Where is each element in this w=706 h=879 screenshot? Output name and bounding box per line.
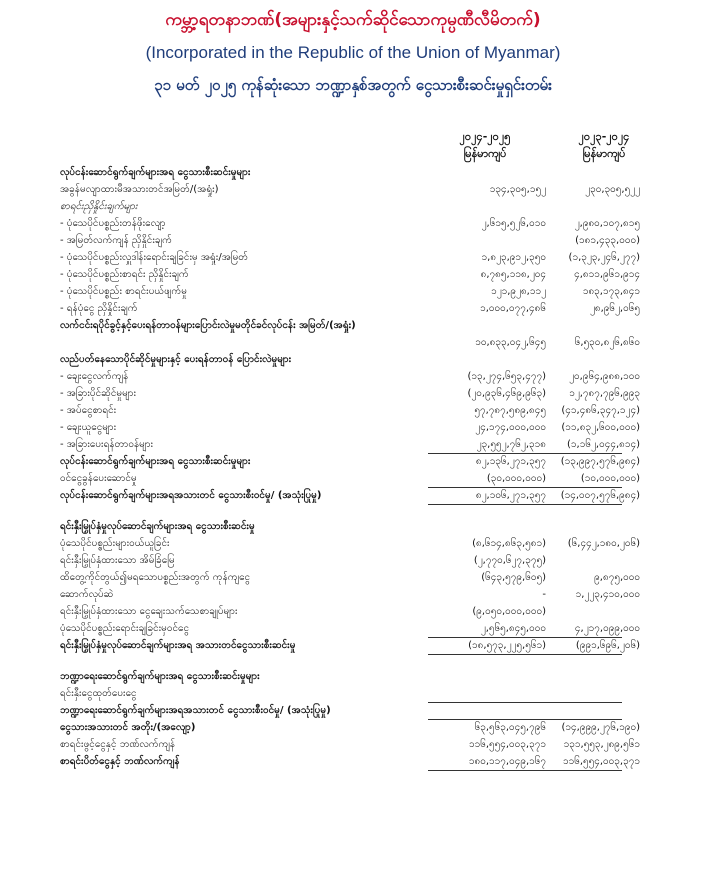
total-rule [428,504,528,505]
row-label: စာရင်းညှိနှိုင်းချက်များ [60,201,138,212]
total-rule [428,702,528,703]
row-value-current: ၂,၅၆၅,၈၄၅,၀၀၀ [480,623,546,634]
table-row [60,637,640,654]
incorporation-note: (Incorporated in the Republic of the Union of Myanmar) [145,43,561,62]
row-label: - အခြားပိုင်ဆိုင်မှုများ [60,388,137,399]
row-value-current: ၁,၈၂၃,၉၁၂,၃၅၀ [481,252,546,263]
row-value-prior: (၁၈၁,၄၃၃,၀၀၀) [575,235,640,246]
row-value-current: (၃၀,၀၀၀,၀၀၀) [486,473,546,484]
row-value-current: ၁၁၆,၅၅၄,၀၀၃,၃၇၁ [468,739,546,750]
row-value-prior: (၆,၄၄၂,၁၈၀,၂၀၆) [567,538,640,549]
column-year: ၂၀၂၄-၂၀၂၅ [459,130,511,143]
statement-title: ၃၁ မတ် ၂၀၂၅ ကုန်ဆုံးသော ဘဏ္ဍာနှစ်အတွက် ငွေသားစီးဆင်းမှုရှင်းတမ်း [154,76,552,94]
row-value-current: ၁၀,၈၃၃,၀၄၂,၆၄၅ [475,337,546,348]
row-value-prior: (၁,၁၆၂,၀၄၄,၈၁၄) [567,439,640,450]
table-row [60,736,640,753]
table-row [60,215,640,232]
table-row [60,586,640,603]
row-value-current: ၈၂,၁၃၆,၂၇၁,၃၅၇ [475,456,546,467]
row-value-current: ၂၄,၁၇၄,၀၀၀,၀၀၀ [475,422,546,433]
row-label: - ပုံသေပိုင်ပစ္စည်း စာရင်းပယ်ဖျက်မှု [60,286,187,297]
row-value-prior: ၁၈၃,၁၇၃,၈၄၁ [582,286,640,297]
total-rule [428,453,528,454]
table-row [60,385,640,402]
table-row [60,317,640,351]
table-row [60,164,640,181]
table-row [60,198,640,215]
row-value-current: (၈,၆၁၄,၈၆၃,၅၈၁) [472,538,546,549]
row-label: ရင်းနှီးမြှုပ်နှံမှုလုပ်ဆောင်ချက်များအရ ငွေသားစီးဆင်းမှု [60,521,255,532]
row-label: ဘဏ္ဍာရေးဆောင်ရွက်ချက်များအရအသားတင် ငွေသားစီးဝင်မှု/ (အသုံးပြုမှု) [60,705,331,716]
row-value-prior: ၆,၅၃၀,၈၂၆,၈၆၀ [574,337,640,348]
total-rule [428,487,528,488]
row-label: လည်ပတ်နေသောပိုင်ဆိုင်မှုများနှင့် ပေးရန်တာဝန် ပြောင်းလဲမှုများ [60,354,292,365]
table-row [60,552,640,569]
row-label: ရင်းနှီးမြှုပ်နှံမှုလုပ်ဆောင်ချက်များအရ အသားတင်ငွေသားစီးဆင်းမှု [60,640,296,651]
total-rule [522,487,622,488]
total-rule [522,702,622,703]
table-row [60,668,640,685]
table-row [60,620,640,637]
total-rule [522,719,622,720]
row-label: - အမြတ်လက်ကျန် ညှိနှိုင်းချက် [60,235,172,246]
row-value-current: ၅၇,၇၈၇,၅၈၉,၈၄၅ [474,405,546,416]
row-value-current: ၂,၆၁၅,၅၂၆,၀၁၀ [481,218,546,229]
row-value-current: ၂၃,၅၅၂,၇၆၂,၃၁၈ [476,439,546,450]
company-name: ကမ္ဘာ့ရတနာဘဏ်(အများနှင့်သက်ဆိုင်သောကုမ္ပဏီလီမိတက်) [165,10,541,30]
total-rule [428,719,528,720]
row-value-prior: (၁၄,၉၉၉,၂၇၆,၁၉၀) [561,722,640,733]
row-label: စာရင်းပိတ်ငွေနှင့် ဘဏ်လက်ကျန် [60,756,180,767]
row-label: ရင်းနှီးမြှုပ်နှံထားသော ငွေချေးသက်သေစာချုပ်များ [60,606,238,617]
table-row [60,351,640,368]
table-row [60,753,640,770]
row-value-current: - [542,589,546,600]
table-row [60,300,640,317]
row-label: ဆောက်လုပ်ဆဲ [60,589,114,600]
table-row [60,569,640,586]
total-rule [522,637,622,638]
row-value-prior: ၁,၂၂၃,၄၁၀,၀၀၀ [575,589,640,600]
table-row [60,487,640,504]
row-label: - ရန်ပုံငွေ ညှိနှိုင်းချက် [60,303,138,314]
row-value-current: ၈,၇၈၅,၁၁၈,၂၀၄ [480,269,546,280]
row-value-prior: ၄,၂၁၇,၀၉၉,၀၀၀ [574,623,640,634]
table-row [60,685,640,702]
table-row [60,702,640,719]
column-year: ၂၀၂၃-၂၀၂၄ [578,130,630,143]
row-label: ငွေသားအသားတင် အတိုး/(အလျော့) [60,722,196,733]
row-value-prior: ၄,၈၁၁,၉၆၁,၉၁၄ [574,269,640,280]
row-value-prior: ၂၀,၉၆၄,၉၈၈,၁၀၀ [569,371,640,382]
row-value-prior: ၁၃၁,၅၅၃,၂၈၉,၅၆၁ [563,739,640,750]
row-label: ထိတွေ့ကိုင်တွယ်၍မရသောပစ္စည်းအတွက် ကုန်ကျငွေ [60,572,251,583]
row-value-current: (၁၃,၂၇၄,၆၅၃,၄၇၇) [467,371,546,382]
row-value-prior: ၂၈,၉၆၂,၀၆၅ [589,303,640,314]
table-row [60,368,640,385]
row-value-prior: (၁၃,၉၉၇,၅၇၆,၉၈၄) [560,456,640,467]
row-value-prior: (၁,၃၂၃,၂၄၆,၂၇၇) [568,252,640,263]
row-label: လုပ်ငန်းဆောင်ရွက်ချက်များအရ ငွေသားစီးဆင်းမှုများ [60,167,251,178]
total-rule [428,654,528,655]
row-label: လက်ငင်းရပိုင်ခွင့်နှင့်ပေးရန်တာဝန်များပြောင်းလဲမှုမတိုင်ခင်လုပ်ငန်း အမြတ်/(အရှုံး) [60,320,356,331]
row-value-current: (၂,၇၇၀,၆၂၇,၃၇၅) [473,555,546,566]
row-value-prior: ၂၃၀,၃၀၅,၅၂၂ [585,184,640,195]
total-rule [522,654,622,655]
column-header-current [430,128,540,162]
row-value-current: (၂၀,၉၃၆,၄၆၉,၉၆၃) [467,388,546,399]
row-label: စာရင်းဖွင့်ငွေနှင့် ဘဏ်လက်ကျန် [60,739,176,750]
table-row [60,719,640,736]
row-value-current: ၁၃၄,၃၀၅,၁၅၂ [489,184,546,195]
row-value-current: (၆၄၃,၅၇၉,၆၀၅) [481,572,546,583]
row-label: ပုံသေပိုင်ပစ္စည်းရောင်းချခြင်းမှဝင်ငွေ [60,623,190,634]
row-label: လုပ်ငန်းဆောင်ရွက်ချက်များအရအသားတင် ငွေသားစီးဝင်မှု/ (အသုံးပြုမှု) [60,490,322,501]
row-label: ဘဏ္ဍာရေးဆောင်ရွက်ချက်များအရ ငွေသားစီးဆင်းမှုများ [60,671,260,682]
row-value-prior: (၁၄,၀၀၇,၅၇၆,၉၈၄) [560,490,640,501]
table-row [60,453,640,470]
row-value-prior: ၉,၈၇၅,၀၀၀ [594,572,640,583]
row-value-current: (၁၈,၅၇၃,၂၂၅,၅၆၁) [468,640,546,651]
table-row [60,535,640,552]
row-value-prior: ၂,၉၈၀,၁၀၇,၈၁၅ [574,218,640,229]
total-rule [428,770,528,771]
row-label: ပုံသေပိုင်ပစ္စည်းများဝယ်ယူခြင်း [60,538,170,549]
row-label: - အပ်ငွေစာရင်း [60,405,117,416]
row-value-current: ၁,၀၀၀,၀၇၇,၄၈၆ [480,303,546,314]
table-row [60,249,640,266]
table-row [60,603,640,620]
total-rule [522,453,622,454]
row-label: ဝင်ငွေခွန်ပေးဆောင်မှု [60,473,137,484]
row-value-current: ၈၂,၁၀၆,၂၇၁,၃၅၇ [475,490,546,501]
column-header-prior [549,128,659,162]
row-value-current: ၁၂၁,၉၂၈,၁၁၂ [491,286,546,297]
row-label: - ပုံသေပိုင်ပစ္စည်းစာရင်း ညှိနှိုင်းချက် [60,269,189,280]
table-row [60,232,640,249]
total-rule [428,637,528,638]
row-value-prior: (၁၁,၈၃၂,၆၀၀,၀၀၀) [561,422,640,433]
column-unit: မြန်မာကျပ် [463,147,507,160]
row-value-prior: (၉၉၁,၆၉၆,၂၀၆) [575,640,640,651]
table-row [60,266,640,283]
row-value-current: ၁၈၀,၁၁၇,၀၄၉,၁၆၇ [468,756,546,767]
row-value-current: (၉,၀၅၀,၀၀၀,၀၀၀) [472,606,546,617]
table-row [60,283,640,300]
row-label: - ပုံသေပိုင်ပစ္စည်းလှူဒါန်းရောင်းချခြင်းမှ အရှုံး/အမြတ် [60,252,249,263]
row-label: - ချေးငွေလက်ကျန် [60,371,129,382]
row-label: လုပ်ငန်းဆောင်ရွက်ချက်များအရ ငွေသားစီးဆင်းမှုများ [60,456,251,467]
table-row [60,436,640,453]
row-value-prior: (၄၁,၄၈၆,၃၄၇,၁၂၄) [561,405,640,416]
row-value-prior: ၁၂,၇၈၇,၇၉၆,၉၉၃ [569,388,640,399]
total-rule [522,770,622,771]
total-rule [522,504,622,505]
row-label: - အခြားပေးရန်တာဝန်များ [60,439,154,450]
row-value-current: ၆၃,၅၆၃,၀၄၅,၇၉၆ [474,722,546,733]
row-label: - ချေးယူငွေများ [60,422,117,433]
row-value-prior: (၁၀,၀၀၀,၀၀၀) [580,473,640,484]
row-label: - ပုံသေပိုင်ပစ္စည်းတန်ဖိုးလျော့ [60,218,166,229]
row-label: ရင်းနှီးငွေထုတ်ပေးငွေ [60,688,137,699]
column-unit: မြန်မာကျပ် [582,147,626,160]
row-value-prior: ၁၁၆,၅၅၄,၀၀၃,၃၇၁ [562,756,640,767]
table-row [60,470,640,487]
row-label: ရင်းနှီးမြှုပ်နှံထားသော အိမ်ခြံမြေ [60,555,175,566]
table-row [60,518,640,535]
row-label: အခွန်မလျာထားမီအသားတင်အမြတ်/(အရှုံး) [60,184,219,195]
table-row [60,181,640,198]
table-row [60,402,640,419]
table-row [60,419,640,436]
